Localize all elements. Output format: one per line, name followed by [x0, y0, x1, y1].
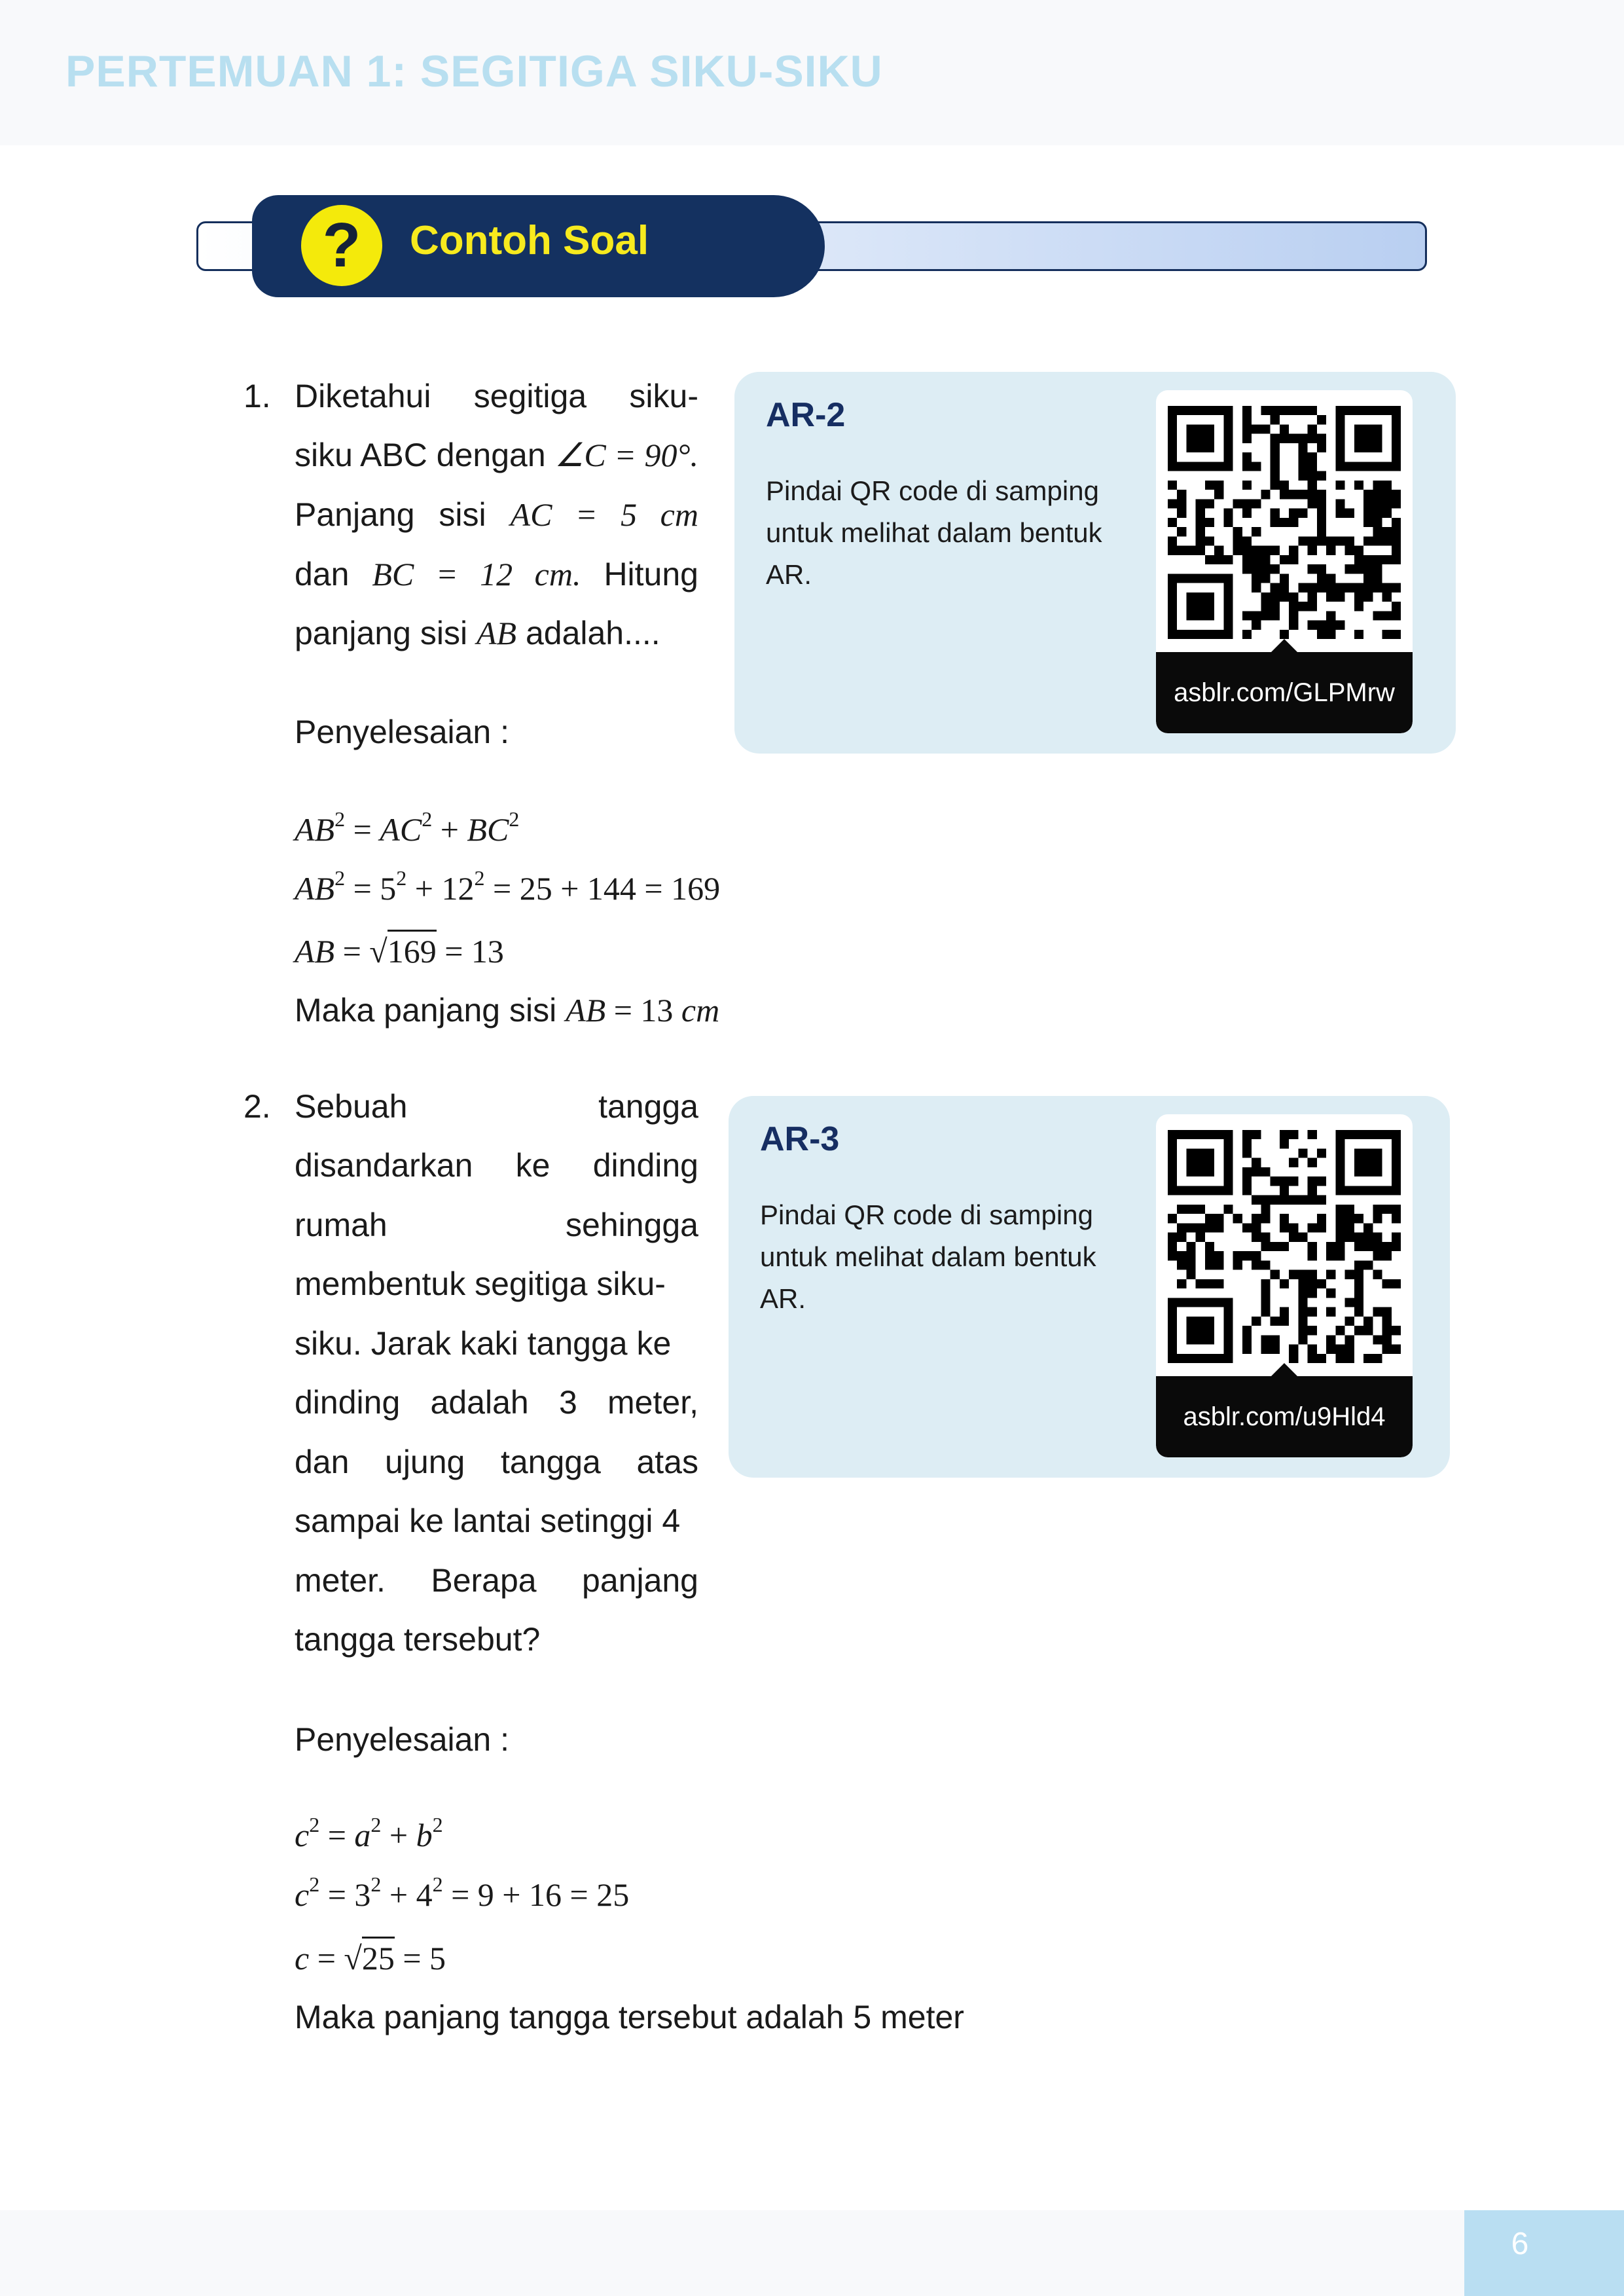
qr-url-bar: [1156, 652, 1413, 733]
page-title: PERTEMUAN 1: SEGITIGA SIKU-SIKU: [65, 46, 883, 96]
ar-description: Pindai QR code di samping untuk melihat dalam bentuk AR.: [760, 1199, 1096, 1314]
text-line: rumah sehingga: [295, 1207, 698, 1243]
qr-code[interactable]: [1156, 390, 1413, 733]
text-line: siku ABC dengan ∠C = 90°.: [295, 437, 698, 473]
formula-line: $AB^2 = 5^2 + 12^2 = 25 + 144 = 169$: [295, 866, 721, 907]
page-footer: [0, 2210, 1624, 2296]
question-mark-glyph: ?: [322, 210, 361, 280]
qr-url[interactable]: asblr.com/u9Hld4: [1183, 1402, 1386, 1431]
text-line: panjang sisi AB adalah....: [295, 615, 660, 651]
text-line: siku. Jarak kaki tangga ke: [295, 1325, 672, 1362]
ar-card: [734, 372, 1456, 754]
qr-code-icon: [1168, 406, 1401, 639]
text-line: Diketahui segitiga siku-: [295, 378, 698, 414]
conclusion: Maka panjang tangga tersebut adalah 5 meter: [295, 1999, 964, 2035]
qr-code-icon: [1168, 1130, 1401, 1363]
section-title: Contoh Soal: [410, 218, 649, 263]
ar-title: AR-3: [760, 1120, 840, 1158]
text-line: meter. Berapa panjang: [295, 1562, 698, 1599]
solution-label: Penyelesaian :: [295, 714, 510, 750]
text-line: dinding adalah 3 meter,: [295, 1384, 698, 1421]
ar-title: AR-2: [766, 396, 846, 434]
text-line: membentuk segitiga siku-: [295, 1266, 666, 1302]
text-line: dan BC = 12 cm. Hitung: [295, 556, 698, 592]
text-line: tangga tersebut?: [295, 1621, 541, 1658]
problem-number: 2.: [244, 1088, 271, 1125]
ar-card: [729, 1096, 1450, 1478]
problem-number: 1.: [244, 378, 271, 414]
page-header: [0, 0, 1624, 145]
formula-line: $c^2 = 3^2 + 4^2 = 9 + 16 = 25$: [295, 1872, 630, 1913]
qr-url-bar: [1156, 1376, 1413, 1457]
text-line: dan ujung tangga atas: [295, 1444, 698, 1480]
formula-line: $c^2 = a^2 + b^2$: [295, 1813, 443, 1853]
text-line: Sebuah tangga: [295, 1088, 698, 1125]
text-line: Panjang sisi AC = 5 cm: [295, 496, 698, 533]
formula-line: AB = √169 = 13: [295, 932, 504, 971]
page-number: 6: [1511, 2227, 1529, 2261]
formula-line: $AB^2 = AC^2 + BC^2$: [295, 807, 520, 848]
qr-code[interactable]: [1156, 1114, 1413, 1457]
conclusion: Maka panjang sisi AB = 13 cm: [295, 992, 720, 1029]
qr-url[interactable]: asblr.com/GLPMrw: [1174, 678, 1395, 707]
ar-description: Pindai QR code di samping untuk melihat dalam bentuk AR.: [766, 475, 1102, 590]
text-line: sampai ke lantai setinggi 4: [295, 1503, 681, 1539]
formula-line: c = √25 = 5: [295, 1939, 446, 1978]
text-line: disandarkan ke dinding: [295, 1147, 698, 1184]
solution-label: Penyelesaian :: [295, 1721, 510, 1758]
